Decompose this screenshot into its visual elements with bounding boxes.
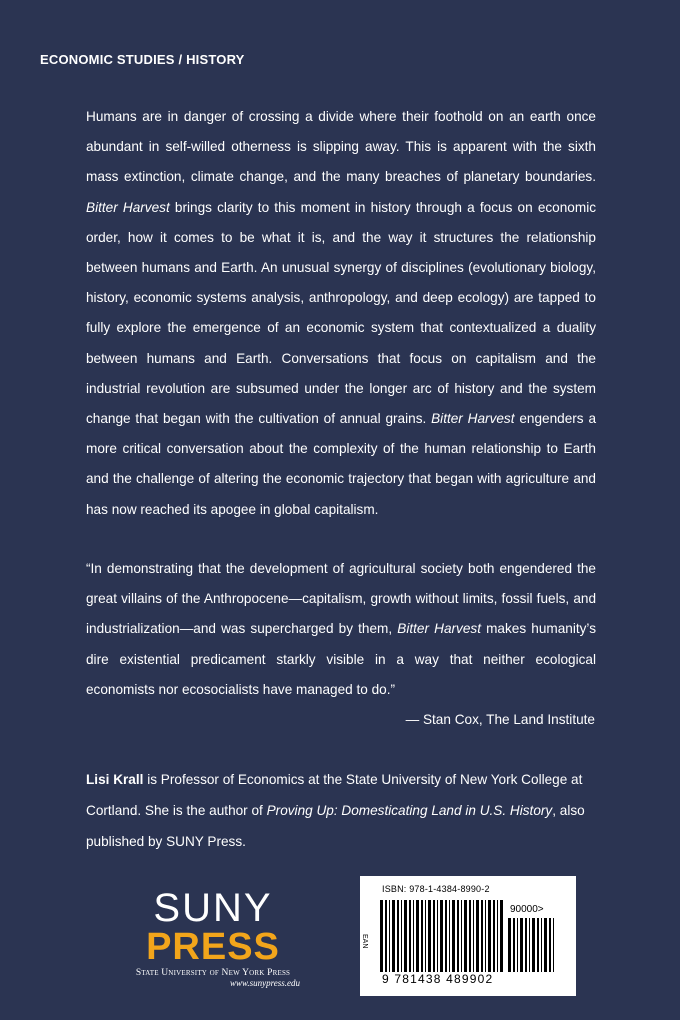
barcode-bar <box>532 918 535 972</box>
quote-text-1: “In demonstrating that the development of agricultural society both engendered the great villains of the Anthropocene—capitalism, growth without limits, fossil fuels, and industrialization—and was supercharged by them, <box>86 561 596 637</box>
bio-text-1: is Professor of Economics at the State University of New York College at Cortland. She is the author of <box>86 772 583 818</box>
barcode-bar <box>537 918 539 972</box>
barcode-bar <box>413 900 414 972</box>
barcode-bar <box>392 900 395 972</box>
barcode-bar <box>508 918 511 972</box>
endorsement-quote <box>86 554 596 705</box>
price-code: 90000> <box>510 904 544 915</box>
blurb-text-2: brings clarity to this moment in history through a focus on economic order, how it comes to be what it is, and the way it structures the relationship between humans and Earth. An unusual synergy of disciplines (evolutionary biology, history, economic systems analysis, anthropology, and deep ecology) are tapped to fully explore the emergence of an economic system that contextualized a duality between humans and Earth. Conversations that focus on capitalism and the industrial revolution are subsumed under the longer arc of history and the system change that began with the cultivation of annual grains. <box>86 199 597 427</box>
barcode-bar <box>520 918 523 972</box>
barcode-bar <box>428 900 431 972</box>
author-bio <box>86 764 596 857</box>
barcode-bar <box>457 900 459 972</box>
author-name: Lisi Krall <box>86 772 144 787</box>
barcode-bar <box>485 900 486 972</box>
barcode-bar <box>440 900 443 972</box>
publisher-logo <box>118 888 308 988</box>
isbn-label: ISBN: 978-1-4384-8990-2 <box>382 884 490 894</box>
barcode-bar <box>452 900 455 972</box>
quote-attribution: — Stan Cox, The Land Institute <box>405 712 595 727</box>
barcode-bar <box>476 900 479 972</box>
barcode-bar <box>500 900 503 972</box>
blurb-book-title-1: Bitter Harvest <box>86 199 170 215</box>
barcode-bar <box>421 900 423 972</box>
barcode-bar <box>397 900 399 972</box>
category-label: ECONOMIC STUDIES / HISTORY <box>40 52 245 67</box>
barcode-bar <box>517 918 518 972</box>
blurb-paragraph <box>86 102 596 525</box>
barcode-bar <box>449 900 450 972</box>
ean-label: EAN <box>361 934 368 949</box>
barcode-bar <box>513 918 515 972</box>
logo-press: PRESS <box>146 926 280 968</box>
barcode-digits: 9 781438 489902 <box>382 972 494 986</box>
blurb-book-title-2: Bitter Harvest <box>431 411 515 427</box>
barcode-bar <box>437 900 438 972</box>
logo-suny: SUNY <box>153 886 273 930</box>
barcode-bar <box>385 900 387 972</box>
barcode-bar <box>488 900 491 972</box>
barcode-bar <box>525 918 527 972</box>
barcode-bar <box>464 900 467 972</box>
quote-book-title: Bitter Harvest <box>397 621 481 637</box>
publisher-full-name: State University of New York Press <box>135 968 291 978</box>
barcode-bar <box>529 918 530 972</box>
barcode-bar <box>389 900 390 972</box>
bio-book-title: Proving Up: Domesticating Land in U.S. History <box>266 803 553 818</box>
barcode-bar <box>541 918 542 972</box>
publisher-url: www.sunypress.edu <box>229 978 300 988</box>
barcode-bar <box>493 900 495 972</box>
barcode-panel <box>360 876 576 996</box>
bio-text-2: , also published by SUNY Press. <box>86 803 585 849</box>
quote-text-2: makes humanity’s dire existential predicament starkly visible in a way that neither ecological economists nor ecosocialists have managed to do.” <box>86 621 597 697</box>
barcode-bar <box>404 900 407 972</box>
price-barcode <box>508 918 558 972</box>
blurb-text-3: engenders a more critical conversation about the complexity of the human relationship to Earth and the challenge of altering the economic trajectory that began with agriculture and has now reached its apogee in global capitalism. <box>86 411 596 517</box>
barcode-bar <box>433 900 435 972</box>
barcode-bar <box>380 900 383 972</box>
barcode-bar <box>445 900 447 972</box>
blurb-text-1: Humans are in danger of crossing a divide where their foothold on an earth once abundant in self-willed otherness is slipping away. This is apparent with the sixth mass extinction, climate change, and the many breaches of planetary boundaries. <box>86 109 596 185</box>
barcode-bar <box>401 900 402 972</box>
isbn-barcode <box>380 900 504 972</box>
barcode-bar <box>497 900 498 972</box>
barcode-bar <box>481 900 483 972</box>
barcode-bar <box>549 918 551 972</box>
barcode-bar <box>469 900 471 972</box>
barcode-bar <box>473 900 474 972</box>
barcode-bar <box>425 900 426 972</box>
barcode-bar <box>553 918 554 972</box>
barcode-bar <box>416 900 419 972</box>
barcode-bar <box>461 900 462 972</box>
barcode-bar <box>544 918 547 972</box>
barcode-bar <box>409 900 411 972</box>
